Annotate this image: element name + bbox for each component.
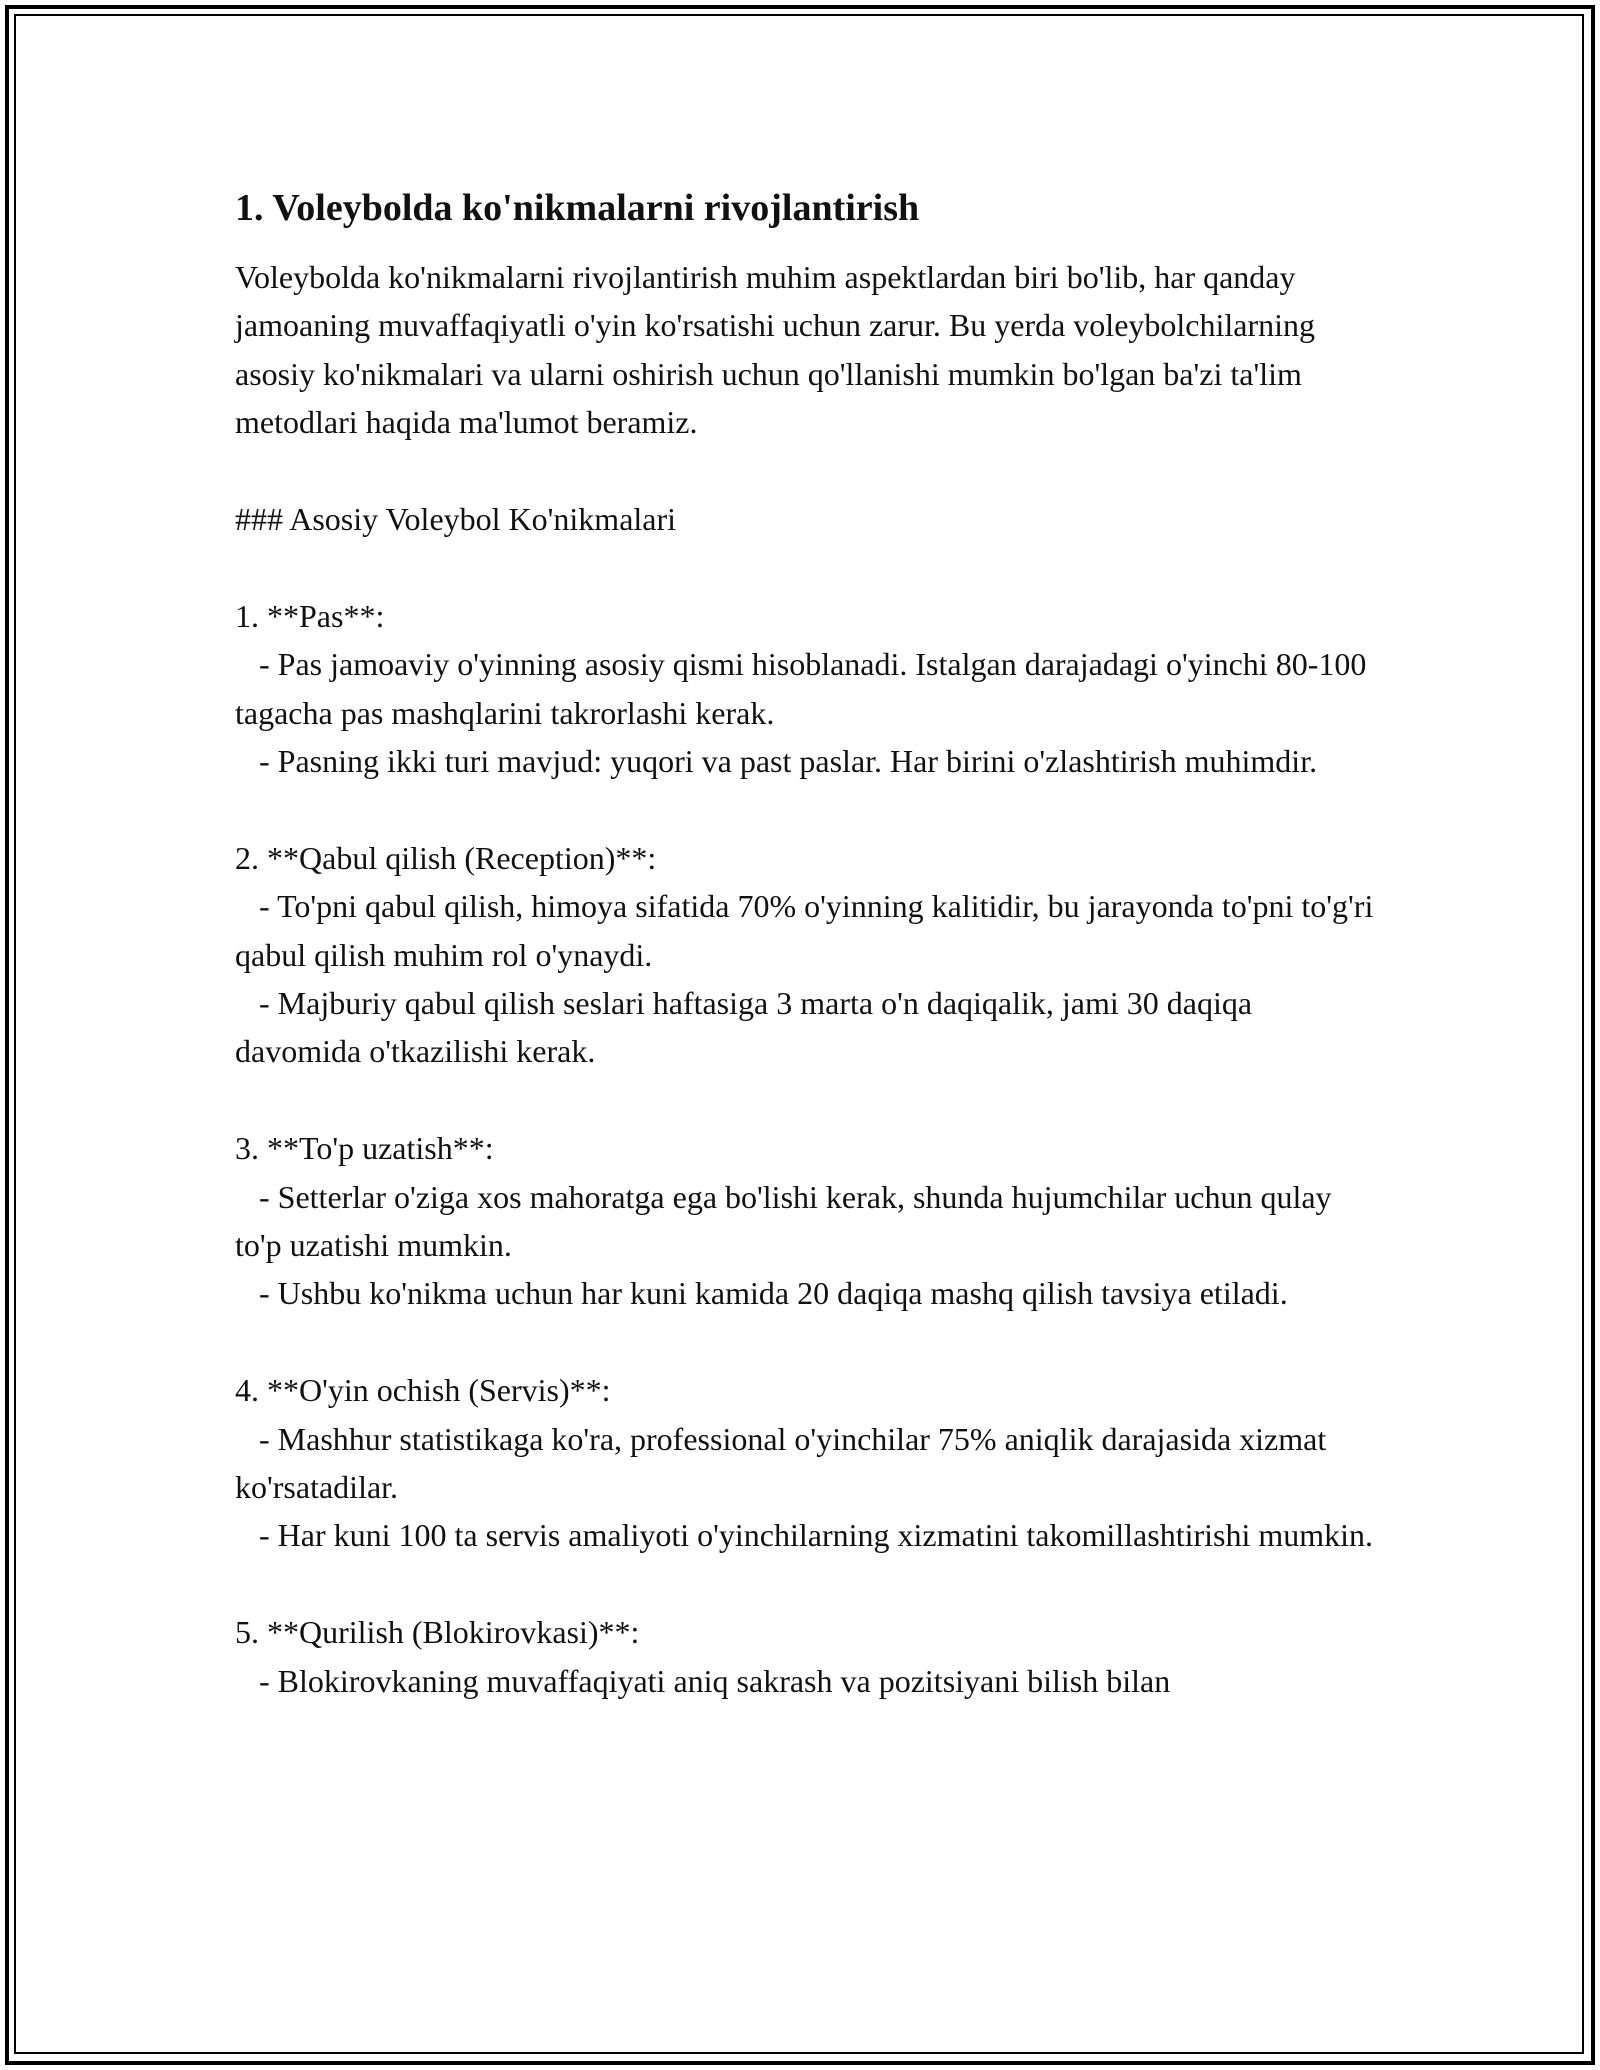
skill-item-reception: [235, 834, 1385, 1076]
skill-point: - Blokirovkaning muvaffaqiyati aniq sakrash va pozitsiyani bilish bilan: [235, 1662, 1171, 1699]
skill-point: - Setterlar o'ziga xos mahoratga ega bo'lishi kerak, shunda hujumchilar uchun qulay to'p uzatishi mumkin.: [235, 1178, 1340, 1264]
skill-heading: 2. **Qabul qilish (Reception)**:: [235, 839, 657, 876]
skill-heading: 5. **Qurilish (Blokirovkasi)**:: [235, 1614, 640, 1651]
skill-item-pas: [235, 592, 1385, 786]
skill-item-setting: [235, 1124, 1385, 1318]
skill-point: - Pasning ikki turi mavjud: yuqori va past paslar. Har birini o'zlashtirish muhimdir.: [235, 743, 1318, 780]
skill-point: - Mashhur statistikaga ko'ra, professional o'yinchilar 75% aniqlik darajasida xizmat ko'rsatadilar.: [235, 1420, 1335, 1506]
spacer: [235, 543, 1385, 591]
skill-item-block: [235, 1608, 1385, 1705]
skill-item-serve: [235, 1366, 1385, 1560]
skill-point: - To'pni qabul qilish, himoya sifatida 70% o'yinning kalitidir, bu jarayonda to'pni to'g'ri qabul qilish muhim rol o'ynaydi.: [235, 888, 1382, 973]
skill-point: - Pas jamoaviy o'yinning asosiy qismi hisoblanadi. Istalgan darajadagi o'yinchi 80-100 tagacha pas mashqlarini takrorlashi kerak.: [235, 646, 1375, 731]
spacer: [235, 447, 1385, 495]
document-title: 1. Voleybolda ko'nikmalarni rivojlantirish: [235, 187, 920, 229]
spacer: [235, 1560, 1385, 1608]
intro-paragraph: Voleybolda ko'nikmalarni rivojlantirish muhim aspektlardan biri bo'lib, har qanday jamoaning muvaffaqiyatli o'yin ko'rsatishi uchun zarur. Bu yerda voleybolchilarning asosiy ko'nikmalari va ularni oshirish uchun qo'llanishi mumkin bo'lgan ba'zi ta'lim metodlari haqida ma'lumot beramiz.: [235, 259, 1324, 441]
skill-point: - Har kuni 100 ta servis amaliyoti o'yinchilarning xizmatini takomillashtirishi mumkin.: [235, 1517, 1374, 1554]
spacer: [235, 785, 1385, 833]
spacer: [235, 1318, 1385, 1366]
document-body: [235, 185, 1385, 1705]
skill-point: - Majburiy qabul qilish seslari haftasiga 3 marta o'n daqiqalik, jami 30 daqiqa davomida o'tkazilishi kerak.: [235, 985, 1261, 1070]
spacer: [235, 1076, 1385, 1124]
skill-heading: 3. **To'p uzatish**:: [235, 1130, 494, 1167]
skill-heading: 1. **Pas**:: [235, 597, 385, 634]
skill-heading: 4. **O'yin ochish (Servis)**:: [235, 1372, 611, 1409]
skill-point: - Ushbu ko'nikma uchun har kuni kamida 20 daqiqa mashq qilish tavsiya etiladi.: [235, 1275, 1288, 1312]
section-heading: ### Asosiy Voleybol Ko'nikmalari: [235, 501, 677, 538]
